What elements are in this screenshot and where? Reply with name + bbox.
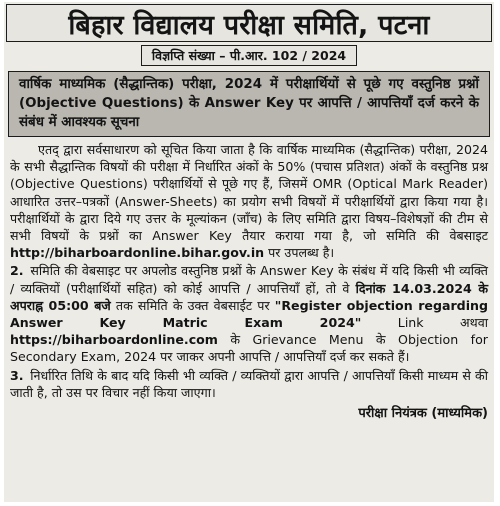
paragraph-1-end: पर उपलब्ध है। xyxy=(268,245,335,261)
paragraph-2-text-c: Link अथवा xyxy=(397,315,488,331)
notice-number: विज्ञप्ति संख्या – पी.आर. 102 / 2024 xyxy=(141,45,357,66)
paragraph-3 xyxy=(10,367,488,401)
paragraph-2 xyxy=(10,262,488,365)
notice-number-row xyxy=(4,45,494,66)
newspaper-notice xyxy=(4,2,494,502)
paragraph-2-number: 2. xyxy=(10,263,24,279)
deadline-text: दिनांक 14.03.2024 के अपराह्न 05:00 बजे xyxy=(10,280,488,313)
paragraph-2-text-d: के Grievance Menu के Objection for Secondary Exam, 2024 पर जाकर अपनी आपत्ति / आपत्तियाँ दर्ज कर सकते हैं। xyxy=(10,332,488,365)
paragraph-3-text: निर्धारित तिथि के बाद यदि किसी भी व्यक्ति / व्यक्तियों द्वारा आपत्ति / आपत्तियाँ किसी माध्यम से की जाती है, तो उस पर विचार नहीं किया जाएगा। xyxy=(10,367,488,400)
paragraph-2-text-a: समिति की वेबसाइट पर अपलोड वस्तुनिष्ठ प्रश्नों के Answer Key के संबंध में यदि किसी भी व्यक्ति / व्यक्तियों (परीक्षार्थियों सहित) को कोई आपत्ति / आपत्तियाँ हों, तो वे xyxy=(10,263,488,296)
notice-subject: वार्षिक माध्यमिक (सैद्धान्तिक) परीक्षा, 2024 में परीक्षार्थियों से पूछे गए वस्तुनिष्ठ प्रश्नों (Objective Questions) के Answer Key पर आपत्ति / आपत्तियाँ दर्ज करने के संबंध में आवश्यक सूचना xyxy=(8,71,490,137)
signature-controller: परीक्षा नियंत्रक (माध्यमिक) xyxy=(358,406,488,422)
website-url: http://biharboardonline.bihar.gov.in xyxy=(10,245,265,261)
paragraph-1-text: एतद् द्वारा सर्वसाधारण को सूचित किया जाता है कि वार्षिक माध्यमिक (सैद्धान्तिक) परीक्षा, 2024 के सभी सैद्धान्तिक विषयों की परीक्षा में निर्धारित अंकों के 50% (पचास प्रतिशत) अंकों के वस्तुनिष्ठ प्रश्न (Objective Questions) परीक्षार्थियों से पूछे गए हैं, जिसमें OMR (Optical Mark Reader) आधारित उत्तर–पत्रकों (Answer-Sheets) का प्रयोग सभी विषयों में परीक्षार्थियों द्वारा किया गया है। परीक्षार्थियों के द्वारा दिये गए उत्तर के मूल्यांकन (जाँच) के लिए समिति द्वारा विषय–विशेषज्ञों की टीम से सभी विषयों के प्रश्नों का Answer Key तैयार कराया गया है, जो समिति की वेबसाइट xyxy=(10,142,488,244)
paragraph-2-text-b: तक समिति के उक्त वेबसाईट पर xyxy=(115,297,270,313)
board-website: https://biharboardonline.com xyxy=(10,332,218,348)
notice-body xyxy=(10,141,488,401)
objection-link-text: "Register objection regarding Answer Key Matric Exam 2024" xyxy=(10,297,488,331)
paragraph-3-number: 3. xyxy=(10,367,24,383)
masthead-title: बिहार विद्यालय परीक्षा समिति, पटना xyxy=(6,4,492,42)
paragraph-1 xyxy=(10,141,488,261)
